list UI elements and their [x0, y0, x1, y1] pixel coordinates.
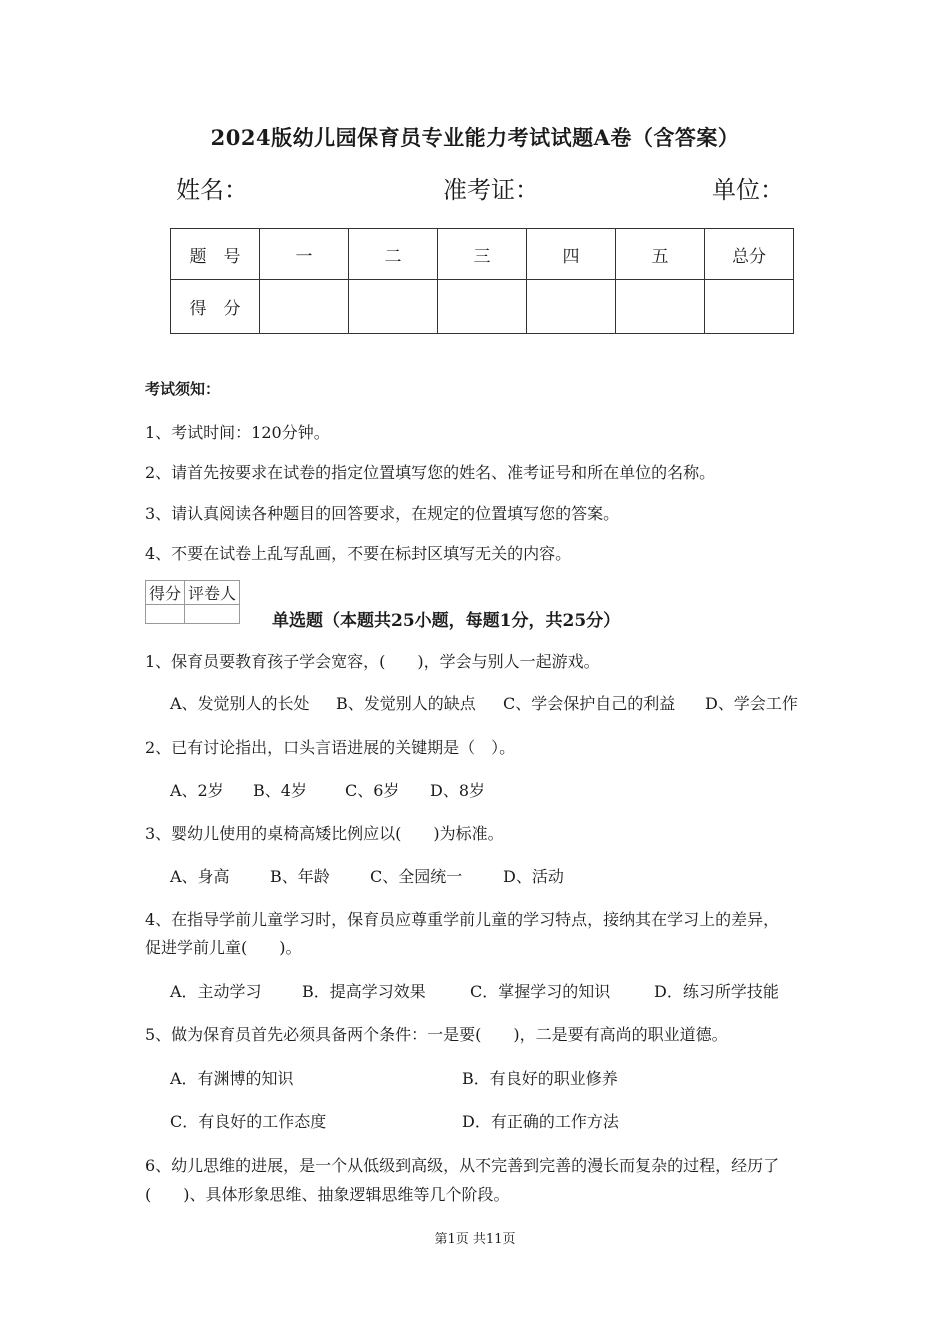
question-option: B、年龄 [270, 867, 330, 886]
notice-item: 1、考试时间：120分钟。 [145, 423, 330, 442]
question-option: B．提高学习效果 [302, 982, 426, 1001]
question-option: D．练习所学技能 [654, 982, 779, 1001]
grader-score-label: 得分 [146, 581, 185, 605]
question-stem: 1、保育员要教育孩子学会宽容，( )，学会与别人一起游戏。 [145, 652, 600, 671]
notice-item: 2、请首先按要求在试卷的指定位置填写您的姓名、准考证号和所在单位的名称。 [145, 463, 716, 482]
question-option: D．有正确的工作方法 [462, 1112, 619, 1131]
grader-score-cell [146, 605, 185, 624]
score-header-label: 题 号 [171, 229, 260, 280]
score-header-cell: 五 [616, 229, 705, 280]
question-option: B、发觉别人的缺点 [336, 694, 476, 713]
question-option: B、4岁 [253, 781, 307, 800]
question-option: B．有良好的职业修养 [462, 1069, 618, 1088]
question-stem: 2、已有讨论指出，口头言语进展的关键期是（ ）。 [145, 738, 516, 757]
exam-id-field-label: 准考证： [443, 176, 539, 204]
question-option: C．掌握学习的知识 [470, 982, 611, 1001]
notice-heading: 考试须知： [145, 380, 221, 398]
score-cell [438, 280, 527, 334]
question-stem: 6、幼儿思维的进展，是一个从低级到高级，从不完善到完善的漫长而复杂的过程，经历了 [145, 1156, 780, 1175]
score-header-total: 总分 [705, 229, 794, 280]
section-title: 单选题（本题共25小题，每题1分，共25分） [272, 611, 621, 631]
question-option: A、身高 [170, 867, 230, 886]
question-stem: 5、做为保育员首先必须具备两个条件：一是要( )，二是要有高尚的职业道德。 [145, 1025, 728, 1044]
question-option: A．主动学习 [170, 982, 262, 1001]
question-option: D、8岁 [430, 781, 486, 800]
score-table [170, 228, 794, 334]
question-stem: 4、在指导学前儿童学习时，保育员应尊重学前儿童的学习特点，接纳其在学习上的差异， [145, 910, 780, 929]
score-cell [705, 280, 794, 334]
grader-name-cell [185, 605, 240, 624]
grader-table [145, 580, 240, 624]
score-row-label: 得 分 [171, 280, 260, 334]
score-table-header-row [171, 229, 794, 280]
document-title: 2024版幼儿园保育员专业能力考试试题A卷（含答案） [210, 125, 740, 150]
unit-field-label: 单位： [712, 176, 784, 204]
score-cell [616, 280, 705, 334]
question-option: C、全园统一 [370, 867, 463, 886]
score-header-cell: 一 [260, 229, 349, 280]
score-table-score-row [171, 280, 794, 334]
question-option: D、活动 [503, 867, 564, 886]
question-option: C、学会保护自己的利益 [503, 694, 676, 713]
grader-name-label: 评卷人 [185, 581, 240, 605]
page-footer: 第1页 共11页 [434, 1232, 516, 1247]
notice-item: 3、请认真阅读各种题目的回答要求，在规定的位置填写您的答案。 [145, 504, 620, 523]
question-option: D、学会工作 [705, 694, 798, 713]
question-option: A、2岁 [170, 781, 224, 800]
question-option: C、6岁 [345, 781, 400, 800]
question-option: A、发觉别人的长处 [170, 694, 310, 713]
score-cell [260, 280, 349, 334]
question-option: C．有良好的工作态度 [170, 1112, 327, 1131]
question-stem-continued: ( )、具体形象思维、抽象逻辑思维等几个阶段。 [145, 1185, 510, 1204]
question-stem-continued: 促进学前儿童( )。 [145, 938, 302, 957]
question-option: A．有渊博的知识 [170, 1069, 294, 1088]
score-header-cell: 三 [438, 229, 527, 280]
score-cell [349, 280, 438, 334]
score-cell [527, 280, 616, 334]
question-stem: 3、婴幼儿使用的桌椅高矮比例应以( )为标准。 [145, 824, 504, 843]
name-field-label: 姓名： [176, 176, 248, 204]
notice-item: 4、不要在试卷上乱写乱画，不要在标封区填写无关的内容。 [145, 544, 572, 563]
score-header-cell: 二 [349, 229, 438, 280]
score-header-cell: 四 [527, 229, 616, 280]
